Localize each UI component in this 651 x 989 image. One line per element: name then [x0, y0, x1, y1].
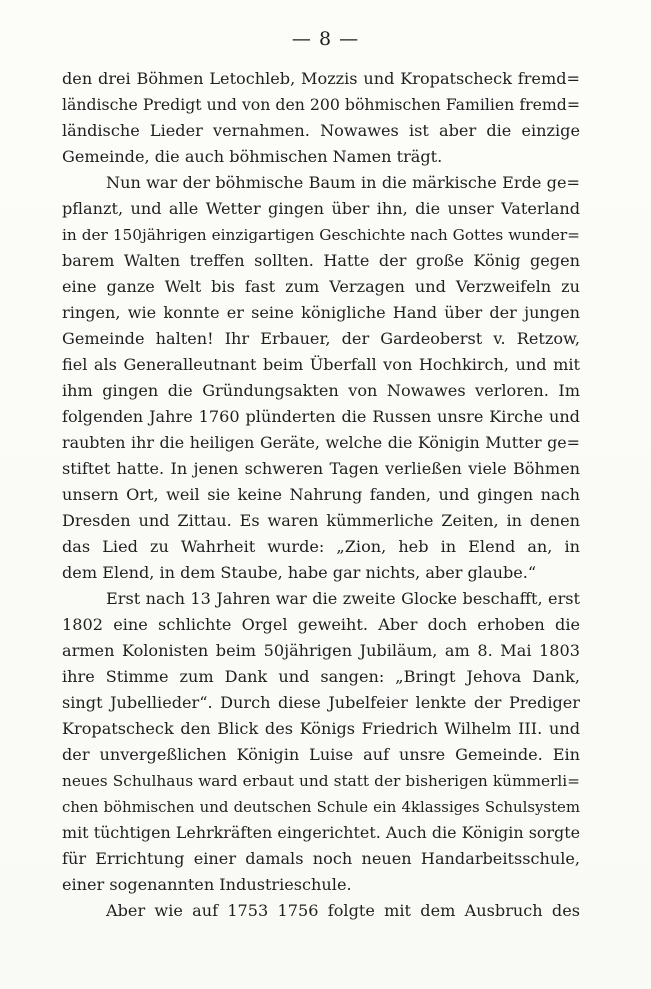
- text-line: Aber wie auf 1753 1756 folgte mit dem Ausbruch des: [106, 901, 580, 920]
- text-line: 1802 eine schlichte Orgel geweiht. Aber doch erhoben die: [62, 615, 580, 634]
- text-line: unsern Ort, weil sie keine Nahrung fanden, und gingen nach: [62, 485, 580, 504]
- text-line: neues Schulhaus ward erbaut und statt der bisherigen kümmerli=: [62, 772, 580, 790]
- text-line: für Errichtung einer damals noch neuen Handarbeitsschule,: [62, 849, 580, 868]
- text-line: armen Kolonisten beim 50jährigen Jubiläum, am 8. Mai 1803: [62, 641, 580, 660]
- text-line: singt Jubellieder“. Durch diese Jubelfeier lenkte der Prediger: [62, 693, 580, 712]
- text-line: dem Elend, in dem Staube, habe gar nichts, aber glaube.“: [62, 563, 537, 582]
- text-line: Kropatscheck den Blick des Königs Friedrich Wilhelm III. und: [62, 719, 580, 738]
- text-line: Nun war der böhmische Baum in die märkische Erde ge=: [106, 173, 580, 192]
- text-line: ringen, wie konnte er seine königliche Hand über der jungen: [62, 303, 580, 322]
- text-line: ländische Predigt und von den 200 böhmischen Familien fremd=: [62, 95, 580, 114]
- text-line: das Lied zu Wahrheit wurde: „Zion, heb in Elend an, in: [62, 537, 580, 556]
- paragraph: [62, 66, 580, 170]
- text-line: chen böhmischen und deutschen Schule ein 4klassiges Schulsystem: [62, 798, 580, 816]
- text-line: stiftet hatte. In jenen schweren Tagen verließen viele Böhmen: [62, 459, 580, 478]
- body-text: [62, 66, 580, 924]
- text-line: Erst nach 13 Jahren war die zweite Glocke beschafft, erst: [106, 589, 580, 608]
- text-line: folgenden Jahre 1760 plünderten die Russen unsre Kirche und: [62, 407, 580, 426]
- text-line: den drei Böhmen Letochleb, Mozzis und Kropatscheck fremd=: [62, 69, 580, 88]
- text-line: einer sogenannten Industrieschule.: [62, 875, 352, 894]
- text-line: Gemeinde, die auch böhmischen Namen trägt.: [62, 147, 443, 166]
- text-line: pflanzt, und alle Wetter gingen über ihn, die unser Vaterland: [62, 199, 580, 218]
- paragraph: [62, 170, 580, 586]
- text-line: der unvergeßlichen Königin Luise auf unsre Gemeinde. Ein: [62, 745, 580, 764]
- text-line: in der 150jährigen einzigartigen Geschichte nach Gottes wunder=: [62, 226, 580, 244]
- text-line: ihm gingen die Gründungsakten von Nowawes verloren. Im: [62, 381, 580, 400]
- text-line: Gemeinde halten! Ihr Erbauer, der Gardeoberst v. Retzow,: [62, 329, 580, 348]
- text-line: raubten ihr die heiligen Geräte, welche die Königin Mutter ge=: [62, 433, 580, 452]
- text-line: ihre Stimme zum Dank und sangen: „Bringt Jehova Dank,: [62, 667, 580, 686]
- paragraph: [62, 586, 580, 898]
- text-line: ländische Lieder vernahmen. Nowawes ist aber die einzige: [62, 121, 580, 140]
- text-line: Dresden und Zittau. Es waren kümmerliche Zeiten, in denen: [62, 511, 580, 530]
- text-line: eine ganze Welt bis fast zum Verzagen und Verzweifeln zu: [62, 277, 580, 296]
- paragraph: [62, 898, 580, 924]
- text-line: mit tüchtigen Lehrkräften eingerichtet. Auch die Königin sorgte: [62, 823, 580, 842]
- page-number: — 8 —: [291, 28, 360, 50]
- text-line: barem Walten treffen sollten. Hatte der große König gegen: [62, 251, 580, 270]
- text-line: fiel als Generalleutnant beim Überfall von Hochkirch, und mit: [62, 355, 580, 374]
